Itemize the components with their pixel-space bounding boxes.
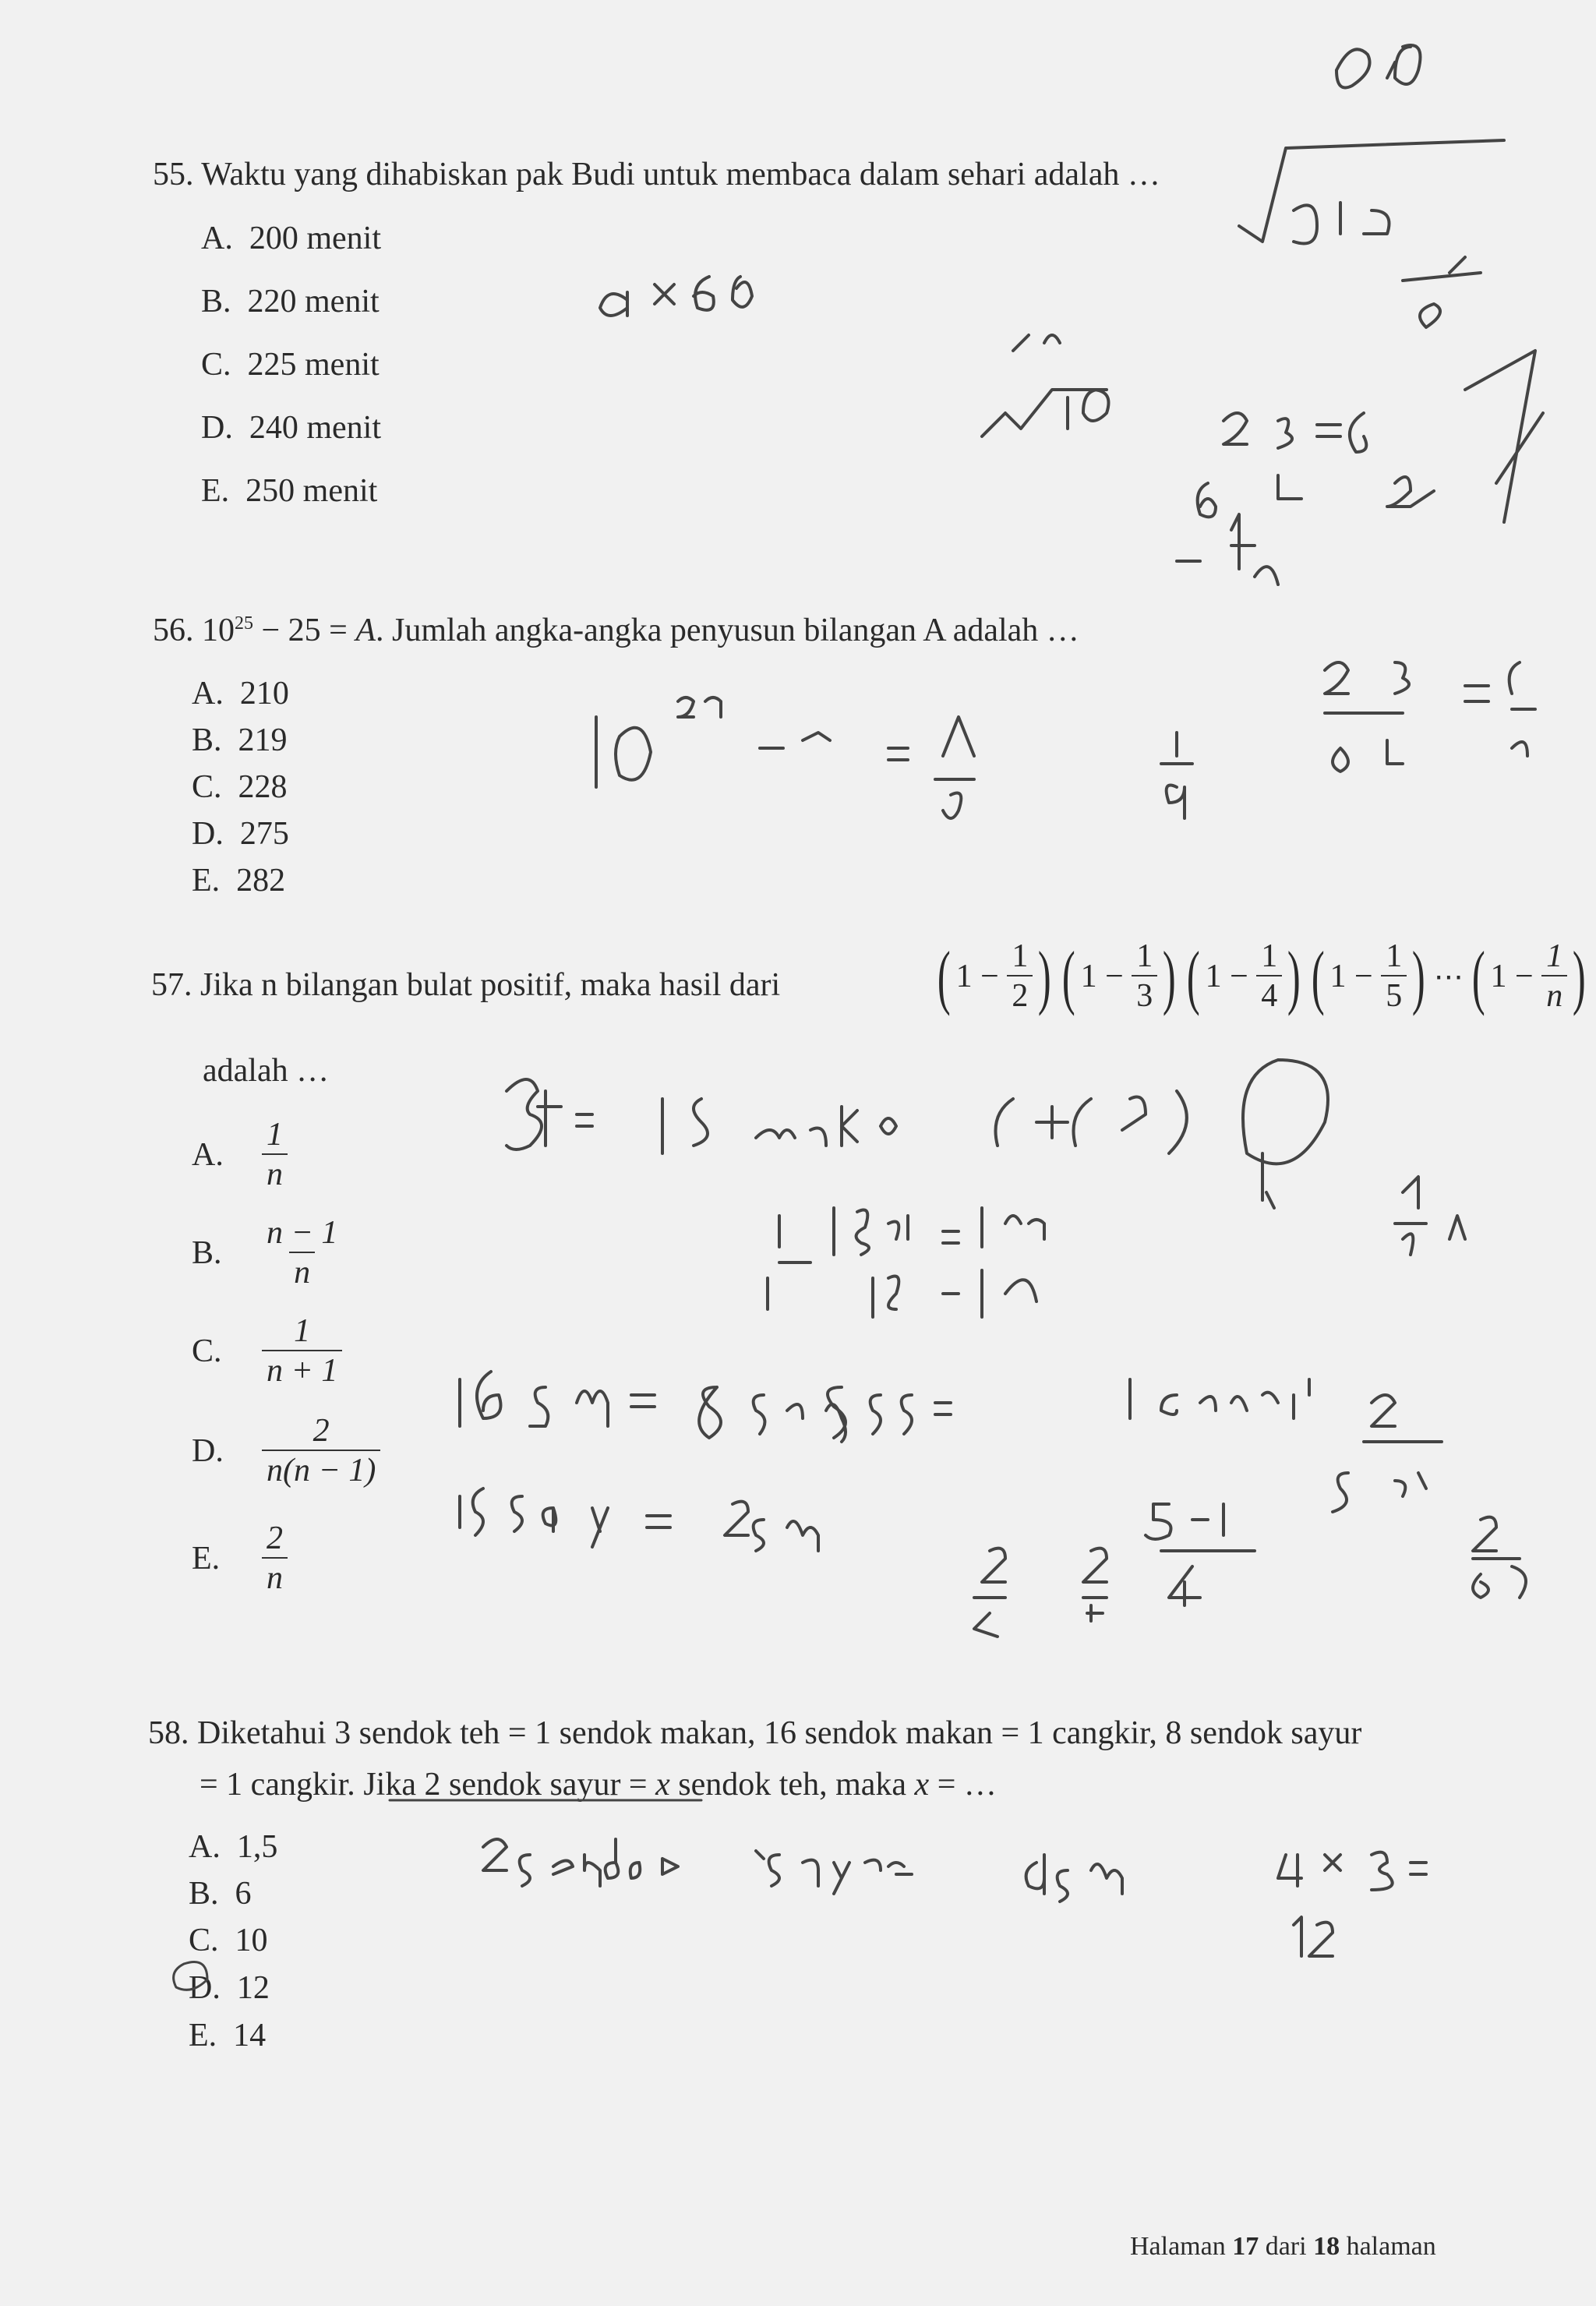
scribble — [1395, 1177, 1465, 1255]
option-text: 240 menit — [249, 410, 381, 446]
scribble — [538, 1091, 592, 1146]
scribble — [1336, 49, 1370, 87]
scribble — [828, 1387, 951, 1438]
option-text: 282 — [236, 863, 286, 899]
scribble — [768, 1270, 1036, 1317]
q56-text: . Jumlah angka-angka penyusun bilangan A adalah … — [376, 613, 1079, 648]
scribble — [974, 1549, 1005, 1637]
option-text: 10 — [235, 1923, 268, 1958]
option-letter: B. — [201, 284, 231, 320]
option-letter: E. — [201, 473, 230, 509]
scribble — [1161, 733, 1192, 818]
option-text: 275 — [239, 816, 289, 852]
option-letter: A. — [189, 1829, 221, 1865]
scribble — [1473, 1517, 1526, 1598]
q58-underlined: Jika 2 sendok sayur = — [363, 1767, 656, 1803]
option-letter: D. — [201, 410, 233, 446]
q56-var: A — [355, 613, 376, 648]
q57-number: 57. — [151, 967, 192, 1003]
scribble — [756, 1851, 912, 1894]
factor: ( 1 − $\frac{1}{4}$ ) — [1186, 937, 1301, 1017]
option-letter: B. — [189, 1876, 219, 1912]
q56-option-e[interactable] — [192, 862, 285, 899]
q55-option-b[interactable] — [201, 283, 380, 320]
option-fraction: $\frac{2}{n(n - 1)}$ — [262, 1412, 380, 1491]
option-letter: A. — [192, 1137, 224, 1174]
q56-number: 56. — [153, 613, 194, 648]
root-sign — [1239, 140, 1504, 242]
q58-option-e[interactable] — [189, 2017, 266, 2054]
scribble — [1083, 1549, 1107, 1621]
option-letter: D. — [192, 1433, 224, 1470]
option-letter: A. — [192, 676, 224, 712]
option-text: 225 menit — [247, 347, 380, 383]
q55-number: 55. — [153, 157, 194, 192]
q58-option-d[interactable] — [189, 1969, 270, 2007]
q58-option-c[interactable] — [189, 1922, 268, 1959]
option-text: 14 — [233, 2018, 267, 2054]
option-letter: C. — [192, 1333, 222, 1370]
scribble — [1294, 203, 1389, 244]
scribble — [460, 1372, 608, 1426]
option-letter: C. — [189, 1923, 219, 1958]
option-text: 6 — [235, 1876, 252, 1912]
scribble — [1013, 335, 1060, 351]
option-letter: E. — [192, 863, 221, 899]
q56-option-d[interactable] — [192, 815, 289, 853]
scribble — [756, 1107, 896, 1146]
factor: ( 1 − $\frac{1}{n}$ ) — [1471, 937, 1586, 1017]
scribble — [1130, 1379, 1309, 1418]
scribble — [1036, 1097, 1274, 1209]
option-text: 228 — [238, 769, 288, 805]
option-letter: C. — [201, 347, 231, 383]
factor: ( 1 − $\frac{1}{5}$ ) — [1311, 937, 1425, 1017]
option-fraction: $\frac{1}{n}$ — [262, 1116, 288, 1195]
q58-option-b[interactable] — [189, 1875, 252, 1912]
scribble — [1333, 1395, 1442, 1512]
q58-line1 — [148, 1714, 1361, 1752]
ellipsis: ⋯ — [1433, 960, 1464, 994]
q56-option-c[interactable] — [192, 768, 288, 806]
option-fraction: $\frac{2}{n}$ — [262, 1520, 288, 1598]
q57-text: Jika n bilangan bulat positif, maka hasil dari — [200, 967, 781, 1003]
scribble — [1146, 1504, 1255, 1605]
scribble — [1198, 475, 1434, 517]
page-number: 17 — [1232, 2232, 1259, 2261]
option-letter: E. — [189, 2018, 217, 2054]
scribble — [888, 717, 974, 818]
scribble — [1177, 514, 1278, 584]
scribble — [1387, 45, 1421, 84]
q55-option-e[interactable] — [201, 472, 377, 510]
scribble — [1465, 351, 1543, 522]
scribble — [662, 1099, 708, 1153]
option-text: 220 menit — [247, 284, 380, 320]
q57-trail: adalah … — [203, 1053, 330, 1089]
option-text: 250 menit — [245, 473, 378, 509]
scribble — [779, 1208, 1044, 1262]
q56-option-b[interactable] — [192, 722, 288, 759]
q58-option-a[interactable] — [189, 1828, 277, 1866]
option-text: 200 menit — [249, 221, 381, 256]
scribble — [1420, 304, 1440, 327]
option-text: 219 — [238, 722, 288, 758]
option-letter: A. — [201, 221, 233, 256]
scribble — [483, 1839, 678, 1886]
option-text: 1,5 — [236, 1829, 278, 1865]
scribble — [1278, 1852, 1426, 1890]
option-fraction: $\frac{n - 1}{n}$ — [262, 1214, 342, 1293]
scribble — [1026, 1855, 1122, 1902]
scribble — [1294, 1917, 1333, 1956]
q58-line2: = 1 cangkir. Jika 2 sendok sayur = x sendok teh, maka x = … — [200, 1767, 997, 1803]
q56-base: 10 — [202, 613, 235, 648]
q55-option-c[interactable] — [201, 346, 380, 383]
scribble — [460, 1488, 608, 1547]
option-text: 12 — [236, 1970, 270, 2006]
q55-stem — [153, 156, 1160, 193]
option-letter: D. — [192, 816, 224, 852]
scribble — [678, 697, 721, 717]
factor: ( 1 − $\frac{1}{2}$ ) — [937, 937, 1052, 1017]
scribble — [1325, 662, 1409, 772]
option-text: 210 — [239, 676, 289, 712]
option-fraction: $\frac{1}{n + 1}$ — [262, 1312, 342, 1391]
option-letter: E. — [192, 1541, 221, 1577]
q56-option-a[interactable] — [192, 675, 289, 712]
scribble — [760, 733, 830, 748]
q57-stem — [151, 966, 780, 1004]
q56-expr: − 25 = — [253, 613, 356, 648]
q57-option-b[interactable] — [192, 1214, 342, 1293]
scribble — [596, 717, 651, 787]
scribble — [1465, 662, 1535, 756]
scribble — [1223, 413, 1366, 452]
scribble — [600, 277, 752, 316]
q55-text: Waktu yang dihabiskan pak Budi untuk membaca dalam sehari adalah … — [201, 157, 1160, 192]
option-letter: C. — [192, 769, 222, 805]
q56-exponent: 25 — [235, 613, 253, 634]
option-letter: D. — [189, 1970, 221, 2006]
q55-option-a[interactable] — [201, 220, 381, 257]
q57-product-expression — [932, 938, 1591, 1016]
q55-option-d[interactable] — [201, 409, 381, 447]
q57-option-a[interactable] — [192, 1116, 288, 1195]
page-footer: Halaman 17 dari 18 halaman — [1130, 2232, 1436, 2261]
q58-number: 58. — [148, 1715, 189, 1751]
q57-option-c[interactable] — [192, 1312, 342, 1391]
option-letter: B. — [192, 722, 222, 758]
q56-stem — [153, 612, 1079, 649]
q57-option-e[interactable] — [192, 1520, 288, 1598]
option-letter: B. — [192, 1235, 222, 1272]
scribble — [996, 1060, 1329, 1164]
factor: ( 1 − $\frac{1}{3}$ ) — [1061, 937, 1177, 1017]
scribble — [982, 390, 1109, 436]
page-total: 18 — [1313, 2232, 1340, 2261]
q57-option-d[interactable] — [192, 1412, 380, 1491]
q58-text: Diketahui 3 sendok teh = 1 sendok makan, 16 sendok makan = 1 cangkir, 8 sendok sayur — [197, 1715, 1362, 1751]
scribble — [631, 1387, 846, 1442]
scribble — [507, 1079, 542, 1149]
scribble — [1403, 257, 1481, 281]
scribble — [647, 1502, 818, 1551]
